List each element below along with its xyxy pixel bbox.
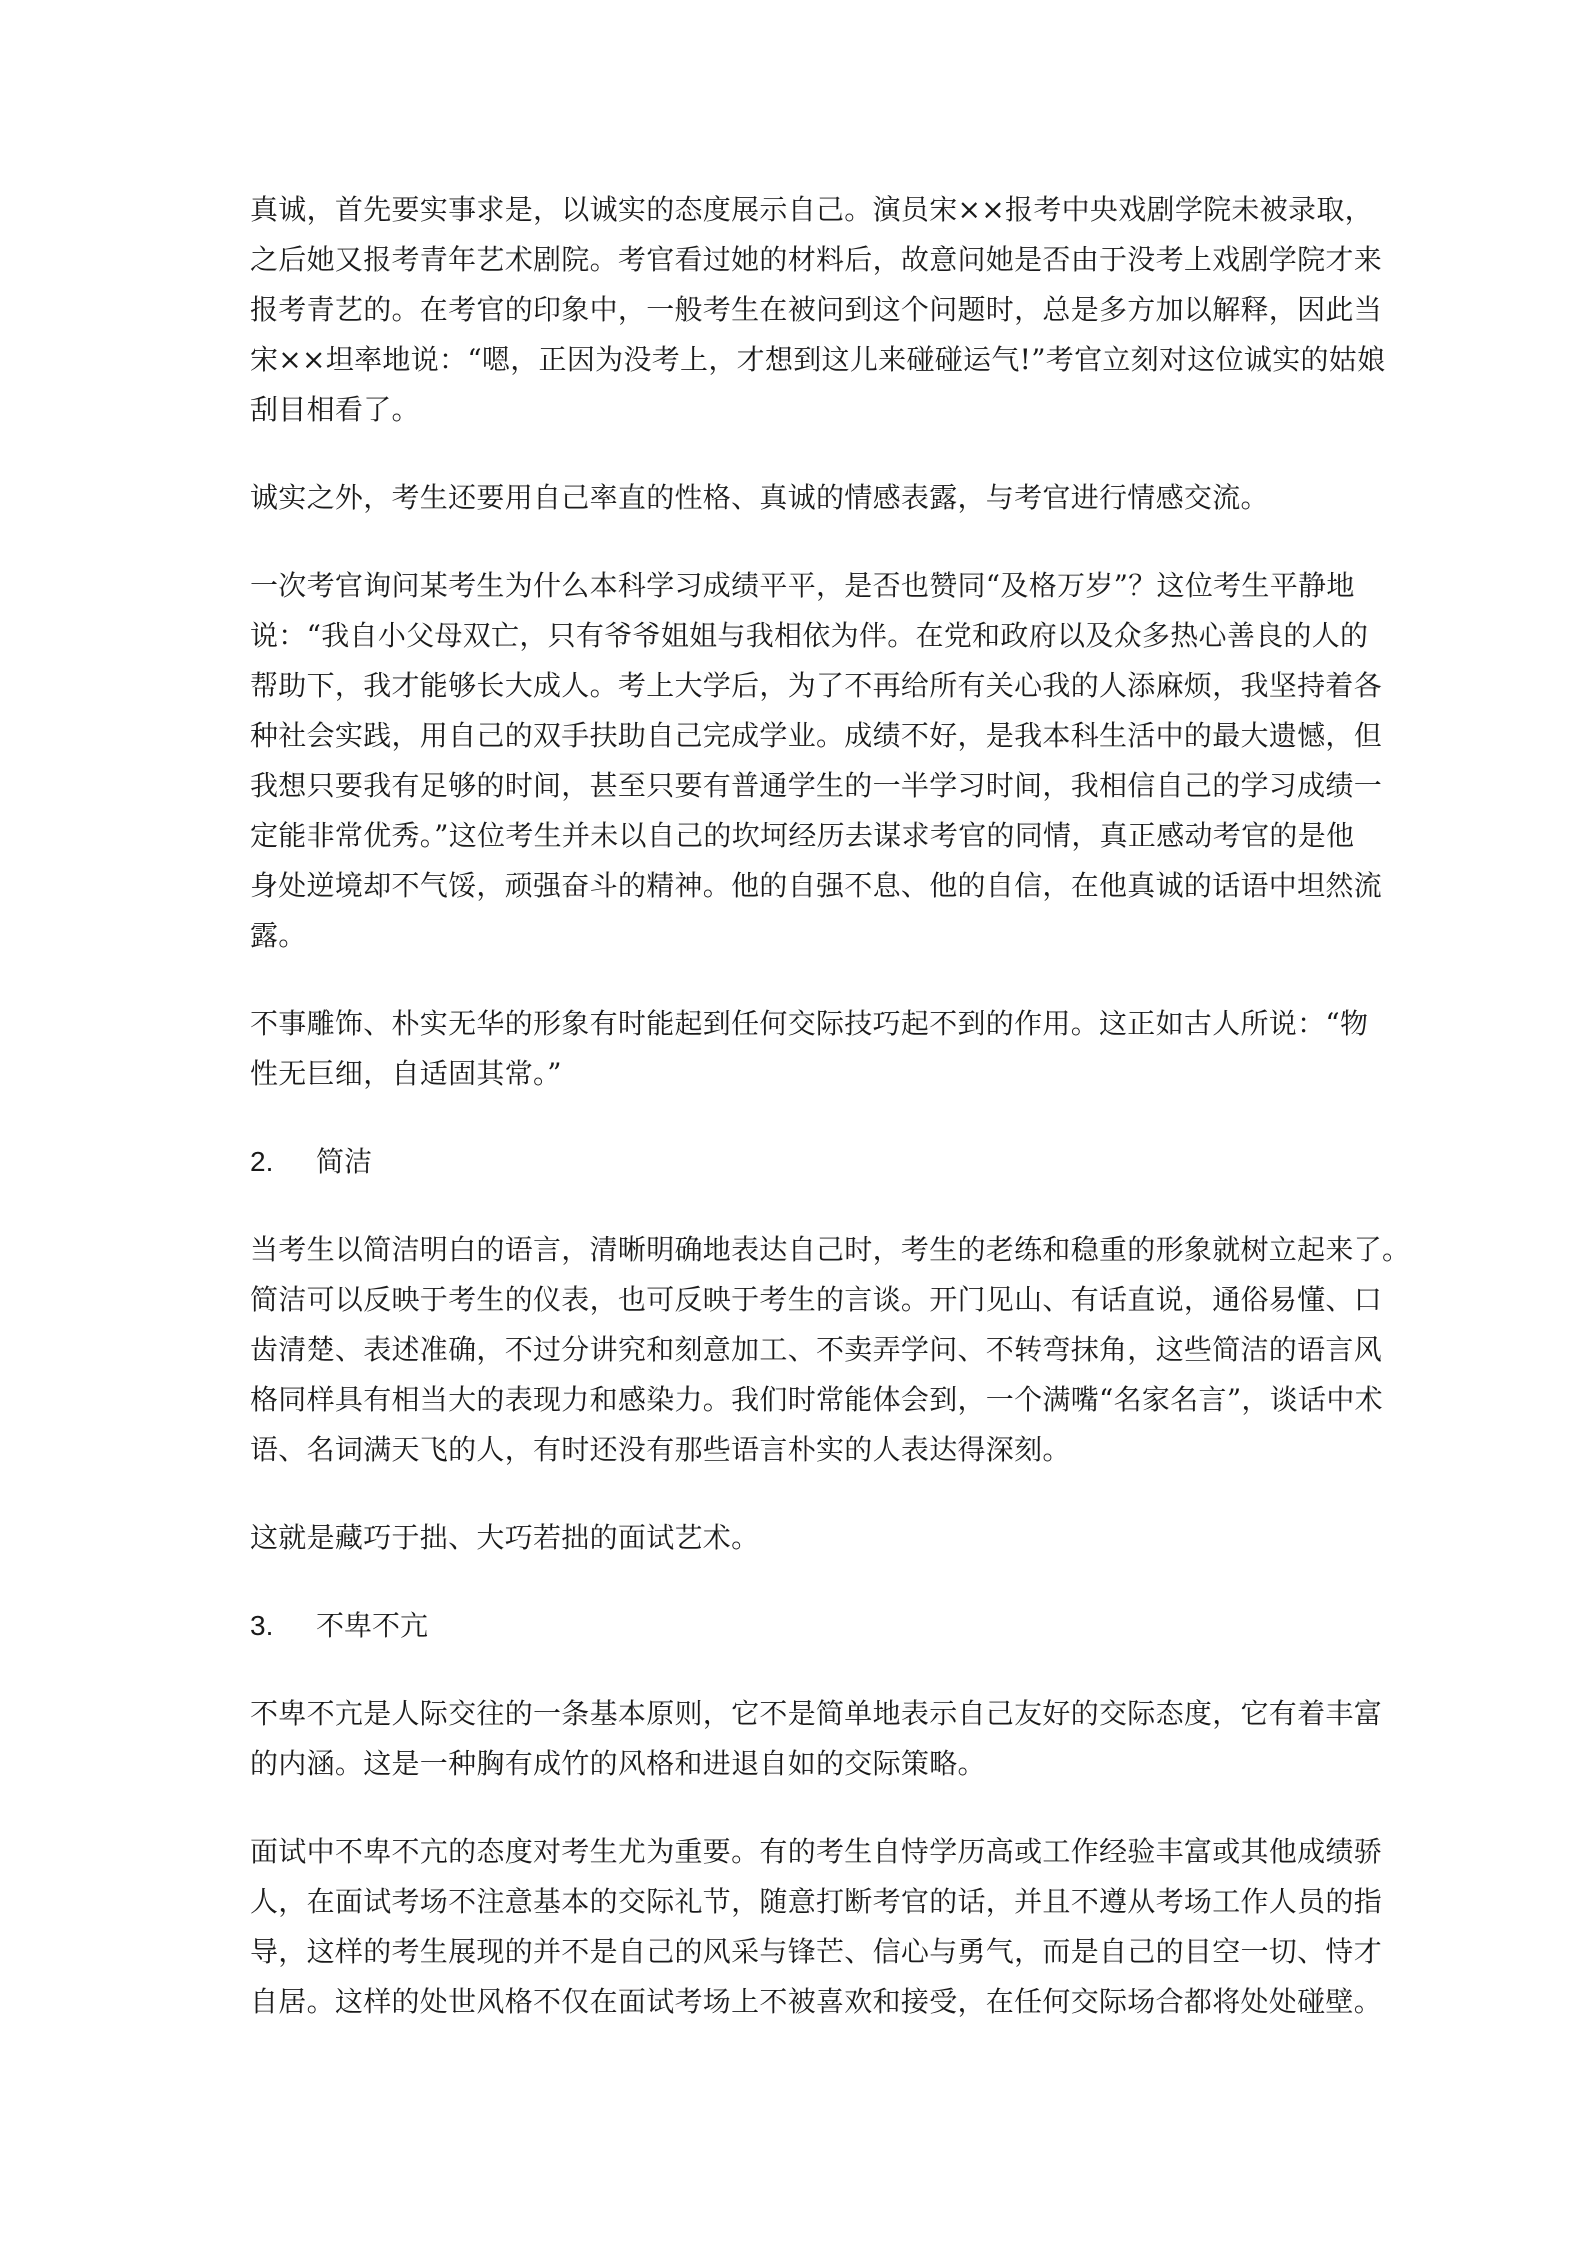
text-line: 诚实之外，考生还要用自己率直的性格、真诚的情感表露，与考官进行情感交流。 xyxy=(250,481,1269,514)
text-line: 宋××坦率地说：“嗯，正因为没考上，才想到这儿来碰碰运气!”考官立刻对这位诚实的姑娘 xyxy=(250,343,1386,376)
text-line: 身处逆境却不气馁，顽强奋斗的精神。他的自强不息、他的自信，在他真诚的话语中坦然流 xyxy=(250,869,1383,902)
text-line: 导，这样的考生展现的并不是自己的风采与锋芒、信心与勇气，而是自己的目空一切、恃才 xyxy=(250,1935,1383,1968)
text-line: 当考生以简洁明白的语言，清晰明确地表达自己时，考生的老练和稳重的形象就树立起来了。 xyxy=(250,1233,1411,1266)
text-line: 报考青艺的。在考官的印象中，一般考生在被问到这个问题时，总是多方加以解释，因此当 xyxy=(250,293,1383,326)
text-line: 简洁可以反映于考生的仪表，也可反映于考生的言谈。开门见山、有话直说，通俗易懂、口 xyxy=(250,1283,1383,1316)
text-line: 性无巨细，自适固其常。” xyxy=(250,1057,562,1090)
paragraph xyxy=(250,1225,1411,1475)
text-line: 齿清楚、表述准确，不过分讲究和刻意加工、不卖弄学问、不转弯抹角，这些简洁的语言风 xyxy=(250,1333,1383,1366)
text-line: 这就是藏巧于拙、大巧若拙的面试艺术。 xyxy=(250,1521,760,1554)
section-heading-2 xyxy=(250,1137,1370,1187)
section-title: 简洁 xyxy=(316,1145,373,1178)
text-line: 人，在面试考场不注意基本的交际礼节，随意打断考官的话，并且不遵从考场工作人员的指 xyxy=(250,1885,1383,1918)
paragraph xyxy=(250,1689,1383,1789)
text-line: 刮目相看了。 xyxy=(250,393,420,426)
text-line: 不卑不亢是人际交往的一条基本原则，它不是简单地表示自己友好的交际态度，它有着丰富 xyxy=(250,1697,1383,1730)
section-1-body xyxy=(250,185,1386,1099)
paragraph xyxy=(250,999,1370,1099)
text-line: 的内涵。这是一种胸有成竹的风格和进退自如的交际策略。 xyxy=(250,1747,986,1780)
paragraph xyxy=(250,1513,1370,1563)
section-title: 不卑不亢 xyxy=(316,1609,429,1642)
text-line: 语、名词满天飞的人，有时还没有那些语言朴实的人表达得深刻。 xyxy=(250,1433,1071,1466)
text-line: 种社会实践，用自己的双手扶助自己完成学业。成绩不好，是我本科生活中的最大遗憾，但 xyxy=(250,719,1383,752)
paragraph xyxy=(250,561,1383,961)
text-line: 说：“我自小父母双亡，只有爷爷姐姐与我相依为伴。在党和政府以及众多热心善良的人的 xyxy=(250,619,1369,652)
text-line: 面试中不卑不亢的态度对考生尤为重要。有的考生自恃学历高或工作经验丰富或其他成绩骄 xyxy=(250,1835,1383,1868)
text-line: 帮助下，我才能够长大成人。考上大学后，为了不再给所有关心我的人添麻烦，我坚持着各 xyxy=(250,669,1383,702)
section-number: 3. xyxy=(250,1610,274,1641)
section-heading-3 xyxy=(250,1601,1370,1651)
section-2-body xyxy=(250,1225,1411,1563)
paragraph xyxy=(250,185,1386,435)
text-line: 一次考官询问某考生为什么本科学习成绩平平，是否也赞同“及格万岁”？这位考生平静地 xyxy=(250,569,1355,602)
text-line: 定能非常优秀。”这位考生并未以自己的坎坷经历去谋求考官的同情，真正感动考官的是他 xyxy=(250,819,1355,852)
text-line: 格同样具有相当大的表现力和感染力。我们时常能体会到，一个满嘴“名家名言”，谈话中术 xyxy=(250,1383,1383,1416)
text-line: 不事雕饰、朴实无华的形象有时能起到任何交际技巧起不到的作用。这正如古人所说：“物 xyxy=(250,1007,1369,1040)
section-number: 2. xyxy=(250,1146,274,1177)
section-3-body xyxy=(250,1689,1383,2027)
paragraph xyxy=(250,473,1370,523)
text-line: 自居。这样的处世风格不仅在面试考场上不被喜欢和接受，在任何交际场合都将处处碰壁。 xyxy=(250,1985,1383,2018)
text-line: 露。 xyxy=(250,919,307,952)
paragraph xyxy=(250,1827,1383,2027)
text-line: 之后她又报考青年艺术剧院。考官看过她的材料后，故意问她是否由于没考上戏剧学院才来 xyxy=(250,243,1383,276)
text-line: 我想只要我有足够的时间，甚至只要有普通学生的一半学习时间，我相信自己的学习成绩一 xyxy=(250,769,1383,802)
text-line: 真诚，首先要实事求是，以诚实的态度展示自己。演员宋××报考中央戏剧学院未被录取， xyxy=(250,193,1373,226)
document-page xyxy=(250,185,1411,2065)
